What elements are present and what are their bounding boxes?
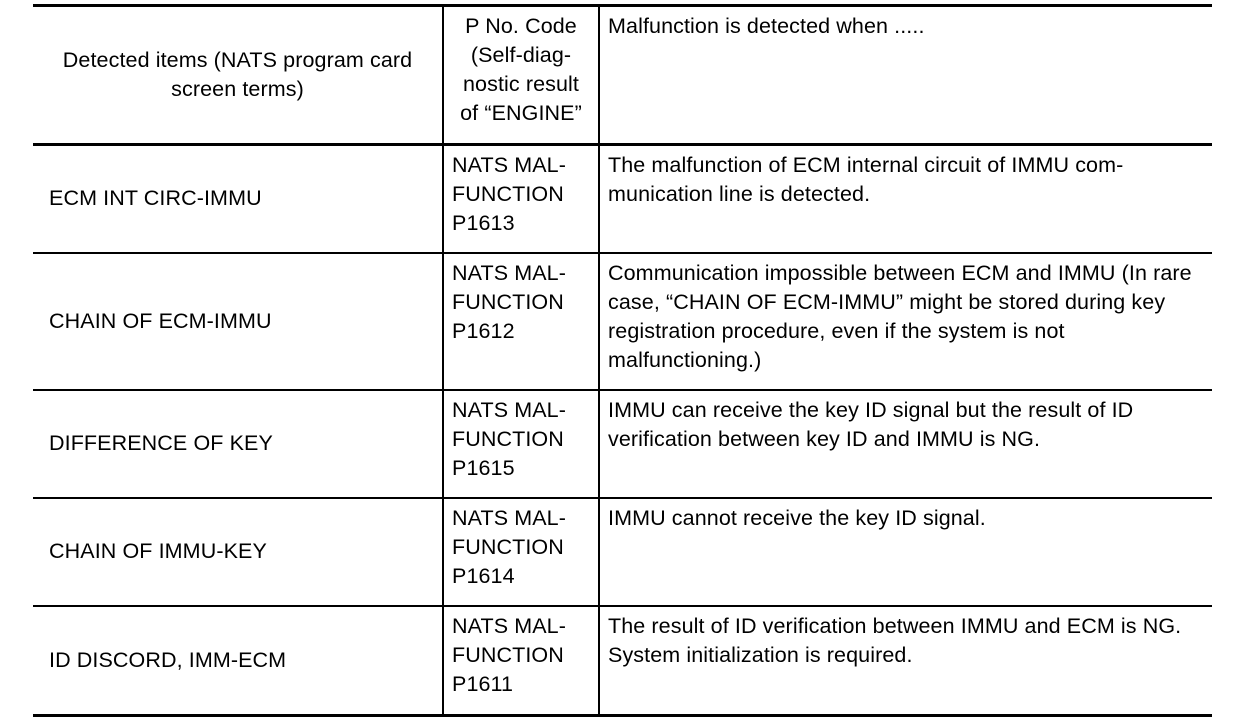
cell-p-code xyxy=(443,145,599,253)
detected-item-text: CHAIN OF IMMU-KEY xyxy=(49,539,267,563)
detected-item-text: CHAIN OF ECM-IMMU xyxy=(49,308,272,333)
p-code-text: NATS MAL-FUNCTION P1611 xyxy=(452,613,566,696)
cell-p-code xyxy=(443,253,599,390)
p-code-text: NATS MAL-FUNCTION P1613 xyxy=(452,153,566,235)
malfunction-condition-text: IMMU cannot receive the key ID signal. xyxy=(608,505,986,530)
p-code-text: NATS MAL-FUNCTION P1615 xyxy=(452,397,566,480)
header-cell-p-no-code xyxy=(443,6,599,145)
nats-malfunction-table xyxy=(33,4,1212,717)
cell-malfunction-condition xyxy=(599,606,1212,716)
table-row xyxy=(33,145,1212,253)
cell-malfunction-condition xyxy=(599,390,1212,498)
table-row xyxy=(33,498,1212,606)
table-header-row xyxy=(33,6,1212,145)
cell-malfunction-condition xyxy=(599,145,1212,253)
malfunction-condition-text: The malfunction of ECM internal circuit of IMMU com-munication line is detected. xyxy=(608,153,1124,206)
cell-p-code xyxy=(443,390,599,498)
header-detected-items-label: Detected items (NATS program card screen terms) xyxy=(62,48,413,101)
cell-malfunction-condition xyxy=(599,498,1212,606)
malfunction-condition-text: Communication impossible between ECM and IMMU (In rare case, “CHAIN OF ECM-IMMU” might be stored during key registration procedure, even if the system is not malfunctioning.) xyxy=(608,260,1192,372)
header-malfunction-condition-label: Malfunction is detected when ..... xyxy=(608,14,925,38)
cell-detected-item xyxy=(33,253,443,390)
header-cell-malfunction-condition xyxy=(599,6,1212,145)
p-code-text: NATS MAL-FUNCTION P1612 xyxy=(452,260,566,343)
cell-p-code xyxy=(443,498,599,606)
cell-p-code xyxy=(443,606,599,716)
table-row xyxy=(33,253,1212,390)
cell-detected-item xyxy=(33,145,443,253)
table-row xyxy=(33,606,1212,716)
malfunction-condition-text: The result of ID verification between IMMU and ECM is NG. System initialization is required. xyxy=(608,613,1182,667)
cell-detected-item xyxy=(33,606,443,716)
p-code-text: NATS MAL-FUNCTION P1614 xyxy=(452,505,566,588)
header-cell-detected-items xyxy=(33,6,443,145)
detected-item-text: DIFFERENCE OF KEY xyxy=(49,431,273,455)
header-p-no-code-label: P No. Code (Self-diag-nostic result of “ENGINE” xyxy=(460,14,582,125)
detected-item-text: ID DISCORD, IMM-ECM xyxy=(49,647,287,672)
detected-item-text: ECM INT CIRC-IMMU xyxy=(49,186,262,211)
cell-malfunction-condition xyxy=(599,253,1212,390)
cell-detected-item xyxy=(33,498,443,606)
table-row xyxy=(33,390,1212,498)
malfunction-condition-text: IMMU can receive the key ID signal but the result of ID verification between key ID and IMMU is NG. xyxy=(608,397,1134,451)
cell-detected-item xyxy=(33,390,443,498)
